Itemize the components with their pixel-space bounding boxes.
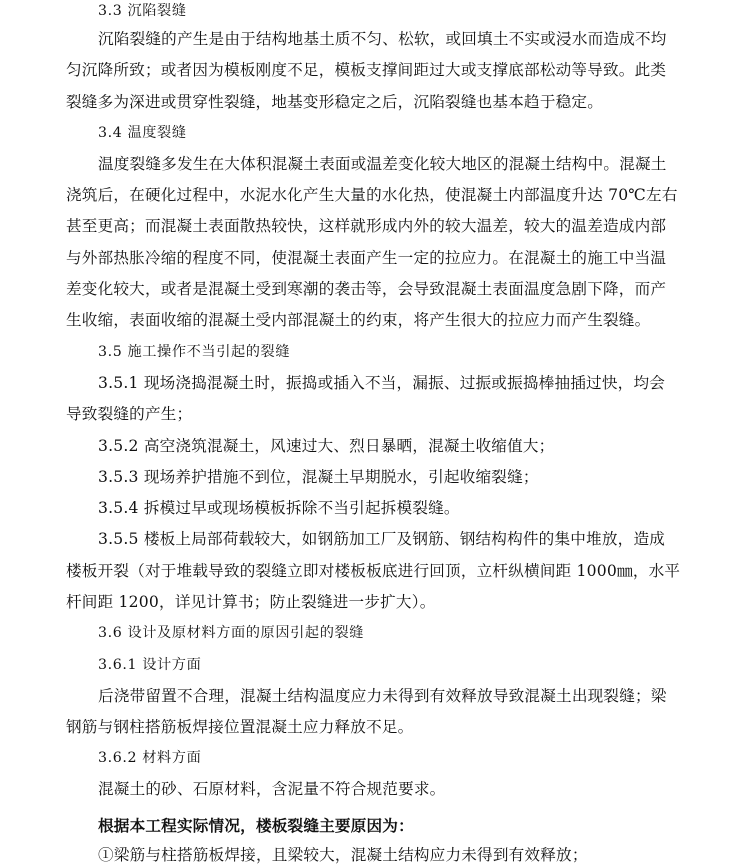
list-item-3-5-5-cont: 楼板开裂（对于堆载导致的裂缝立即对楼板板底进行回顶，立杆纵横间距 1000㎜，水平 xyxy=(66,562,681,580)
heading-3-5: 3.5 施工操作不当引起的裂缝 xyxy=(98,344,291,360)
paragraph-line: 与外部热胀冷缩的程度不同，使混凝土表面产生一定的拉应力。在混凝土的施工中当温 xyxy=(66,249,667,267)
paragraph-line: 裂缝多为深进或贯穿性裂缝，地基变形稳定之后，沉陷裂缝也基本趋于稳定。 xyxy=(66,93,603,111)
list-item-3-5-5-cont: 杆间距 1200，详见计算书；防止裂缝进一步扩大）。 xyxy=(66,593,436,611)
paragraph-line: 钢筋与钢柱搭筋板焊接位置混凝土应力释放不足。 xyxy=(66,718,414,736)
paragraph-line: 匀沉降所致；或者因为模板刚度不足，模板支撑间距过大或支撑底部松动等导致。此类 xyxy=(66,61,667,79)
paragraph-line: 混凝土的砂、石原材料，含泥量不符合规范要求。 xyxy=(98,780,446,798)
paragraph-line: 浇筑后，在硬化过程中，水泥水化产生大量的水化热，使混凝土内部温度升达 70℃左右 xyxy=(66,186,678,204)
summary-item-1: ①梁筋与柱搭筋板焊接，且梁较大，混凝土结构应力未得到有效释放； xyxy=(98,846,588,864)
heading-3-6-2: 3.6.2 材料方面 xyxy=(98,750,202,766)
heading-3-6-1: 3.6.1 设计方面 xyxy=(98,657,202,673)
heading-3-6: 3.6 设计及原材料方面的原因引起的裂缝 xyxy=(98,625,365,641)
heading-3-4: 3.4 温度裂缝 xyxy=(98,125,187,141)
list-item-3-5-1: 3.5.1 现场浇捣混凝土时，振捣或插入不当，漏振、过振或振捣棒抽插过快，均会 xyxy=(98,374,666,392)
list-item-3-5-4: 3.5.4 拆模过早或现场模板拆除不当引起拆模裂缝。 xyxy=(98,499,460,517)
paragraph-line: 沉陷裂缝的产生是由于结构地基土质不匀、松软，或回填土不实或浸水而造成不均 xyxy=(98,30,667,48)
list-item-3-5-5: 3.5.5 楼板上局部荷载较大，如钢筋加工厂及钢筋、钢结构构件的集中堆放，造成 xyxy=(98,530,666,548)
paragraph-line: 温度裂缝多发生在大体积混凝土表面或温差变化较大地区的混凝土结构中。混凝土 xyxy=(98,155,667,173)
list-item-3-5-3: 3.5.3 现场养护措施不到位，混凝土早期脱水，引起收缩裂缝； xyxy=(98,468,539,486)
list-item-3-5-2: 3.5.2 高空浇筑混凝土，风速过大、烈日暴晒，混凝土收缩值大； xyxy=(98,437,555,455)
paragraph-line: 甚至更高；而混凝土表面散热较快，这样就形成内外的较大温差，较大的温差造成内部 xyxy=(66,217,667,235)
paragraph-line: 生收缩，表面收缩的混凝土受内部混凝土的约束，将产生很大的拉应力而产生裂缝。 xyxy=(66,311,651,329)
heading-3-3: 3.3 沉陷裂缝 xyxy=(98,3,187,19)
paragraph-line: 后浇带留置不合理，混凝土结构温度应力未得到有效释放导致混凝土出现裂缝；梁 xyxy=(98,687,667,705)
list-item-3-5-1-cont: 导致裂缝的产生； xyxy=(66,405,193,423)
summary-title: 根据本工程实际情况，楼板裂缝主要原因为： xyxy=(98,816,414,835)
paragraph-line: 差变化较大，或者是混凝土受到寒潮的袭击等，会导致混凝土表面温度急剧下降，而产 xyxy=(66,280,667,298)
